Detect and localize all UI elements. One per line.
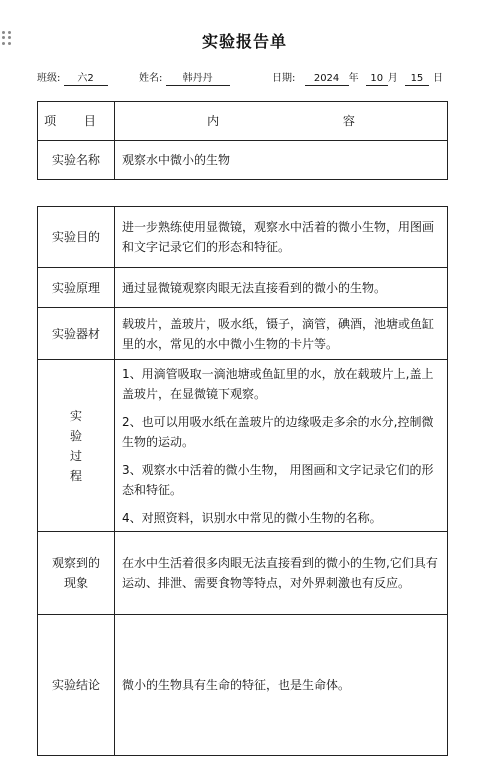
date-month-unit: 月 <box>387 73 398 84</box>
conclusion-value: 微小的生物具有生命的特征，也是生命体。 <box>115 615 448 756</box>
class-label: 班级: <box>37 73 61 84</box>
experiment-details-table <box>37 206 448 756</box>
observed-value: 在水中生活着很多肉眼无法直接看到的微小的生物,它们具有运动、排泄、需要食物等特点，对外界刺激也有反应。 <box>115 532 448 615</box>
principle-row <box>38 268 448 308</box>
name-label: 姓名: <box>139 73 163 84</box>
process-step: 2、也可以用吸水纸在盖玻片的边缘吸走多余的水分,控制微生物的运动。 <box>122 414 434 449</box>
date-day-unit: 日 <box>432 73 443 84</box>
conclusion-label: 实验结论 <box>38 615 115 756</box>
process-step: 1、用滴管吸取一滴池塘或鱼缸里的水，放在载玻片上,盖上盖玻片，在显微镜下观察。 <box>122 366 434 401</box>
header-item: 项 目 <box>38 102 115 141</box>
purpose-row <box>38 207 448 268</box>
date-year-unit: 年 <box>348 73 359 84</box>
class-value: 六2 <box>64 72 108 86</box>
table-header-row <box>38 102 448 141</box>
page-title: 实验报告单 <box>201 32 287 51</box>
class-field <box>37 69 108 86</box>
observed-label: 观察到的现象 <box>38 532 115 615</box>
process-step: 4、对照资料，识别水中常见的微小生物的名称。 <box>122 510 382 525</box>
header-content: 内 容 <box>115 102 448 141</box>
principle-label: 实验原理 <box>38 268 115 308</box>
process-steps <box>115 360 448 532</box>
name-field <box>139 69 230 86</box>
conclusion-row <box>38 615 448 756</box>
materials-label: 实验器材 <box>38 308 115 360</box>
process-step: 3、观察水中活着的微小生物， 用图画和文字记录它们的形态和特征。 <box>122 462 434 497</box>
experiment-name-label: 实验名称 <box>38 141 115 180</box>
experiment-name-table <box>37 101 448 180</box>
date-label: 日期: <box>272 73 296 84</box>
date-day: 15 <box>405 72 429 86</box>
purpose-label: 实验目的 <box>38 207 115 268</box>
experiment-name-value: 观察水中微小的生物 <box>115 141 448 180</box>
experiment-name-row <box>38 141 448 180</box>
name-value: 韩丹丹 <box>166 72 230 86</box>
date-year: 2024 <box>305 72 349 86</box>
purpose-value: 进一步熟练使用显微镜，观察水中活着的微小生物，用图画和文字记录它们的形态和特征。 <box>115 207 448 268</box>
date-field <box>272 69 443 86</box>
process-row <box>38 360 448 532</box>
materials-value: 载玻片，盖玻片，吸水纸，镊子，滴管，碘酒，池塘或鱼缸里的水，常见的水中微小生物的卡片等。 <box>115 308 448 360</box>
date-month: 10 <box>366 72 388 86</box>
materials-row <box>38 308 448 360</box>
principle-value: 通过显微镜观察肉眼无法直接看到的微小的生物。 <box>115 268 448 308</box>
observed-row <box>38 532 448 615</box>
process-label: 实 验 过 程 <box>38 360 115 532</box>
